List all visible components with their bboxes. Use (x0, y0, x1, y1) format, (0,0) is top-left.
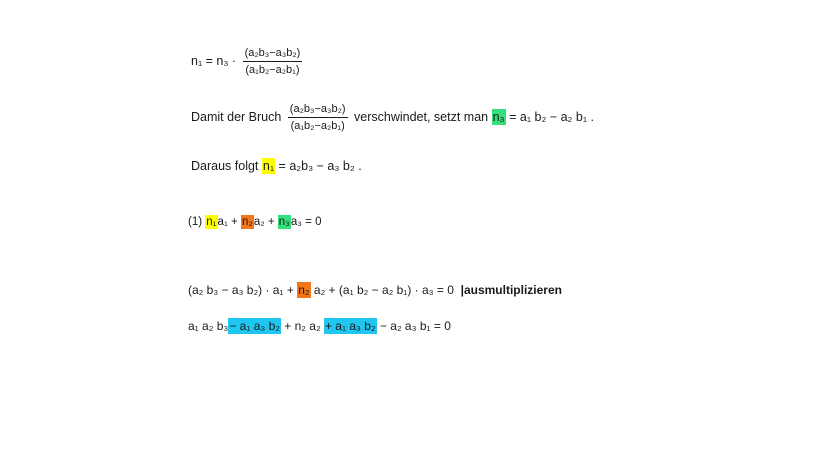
highlight-n1: n₁ (206, 216, 217, 228)
equation-expanded (188, 318, 451, 334)
highlight-n3: n₃ (492, 109, 505, 124)
text-suffix: = a₁ b₂ − a₂ b₁ . (509, 109, 594, 124)
text-middle: verschwindet, setzt man (354, 109, 489, 124)
text-prefix: (a₂ b₃ − a₃ b₂) · a₁ + (188, 283, 294, 297)
equation-1 (188, 214, 321, 230)
text-suffix: = a₂b₃ − a₃ b₂ . (278, 159, 362, 173)
highlight-n2: n₂ (241, 216, 253, 228)
highlight-term-plus: + a₁ a₃ b₂ (324, 319, 376, 333)
fraction-denominator: (a₁b₂−a₂b₁) (290, 120, 345, 132)
equation-lhs: n₁ = n₃ · (191, 53, 237, 68)
fraction-numerator: (a₂b₃−a₃b₂) (288, 102, 348, 118)
sentence-bruch-verschwindet (191, 102, 594, 133)
highlight-term-minus: − a₁ a₃ b₂ (229, 319, 280, 333)
fraction-numerator: (a₂b₃−a₃b₂) (243, 46, 303, 62)
text-prefix: Damit der Bruch (191, 109, 282, 124)
fraction-denominator: (a₁b₂−a₂b₁) (245, 64, 300, 76)
text-suffix: a₂ + (a₁ b₂ − a₂ b₁) · a₃ = 0 (313, 283, 454, 297)
term: − a₂ a₃ b₁ = 0 (379, 319, 451, 333)
highlight-n1: n₁ (262, 159, 275, 173)
term: a₃ = 0 (290, 216, 322, 228)
highlight-n3: n₃ (278, 216, 290, 228)
sentence-daraus-folgt (191, 158, 362, 174)
term: a₁ + (217, 216, 238, 228)
equation-n1-fraction (191, 46, 305, 77)
highlight-n2: n₂ (298, 283, 310, 297)
fraction (243, 46, 303, 77)
term: + n₂ a₂ (284, 319, 321, 333)
fraction (288, 102, 348, 133)
equation-number: (1) (188, 216, 203, 228)
note-ausmultiplizieren: |ausmultiplizieren (460, 283, 562, 297)
term: a₂ + (253, 216, 275, 228)
term: a₁ a₂ b₃ (188, 319, 229, 333)
equation-substituted (188, 282, 562, 298)
text-prefix: Daraus folgt (191, 159, 259, 173)
